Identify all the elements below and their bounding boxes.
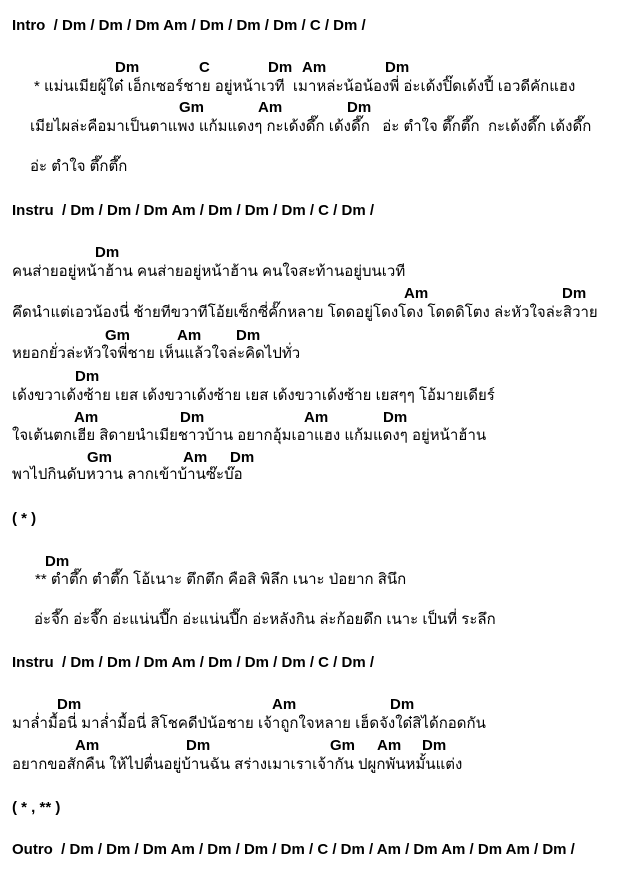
chord-label: Gm	[330, 737, 356, 754]
chord-label: Dm	[186, 737, 211, 754]
chord-label: Dm	[95, 244, 120, 261]
chord-row	[0, 244, 620, 262]
chord-row	[0, 59, 620, 77]
lyric-line: คึดนำแต่เอวน้องนี่ ช้ายทีขวาทีโอ้ยเซ็กซี่คั๊กหลาย โดดอยู่โดงโดง โดดดิโตง ล่ะหัวใจล่ะสิวาย	[12, 304, 598, 321]
chord-label: Dm	[45, 553, 70, 570]
lyric-line: เด้งขวาเด้งซ้าย เยส เด้งขวาเด้งซ้าย เยส เด้งขวาเด้งซ้าย เยสๆๆ โอ้มายเดียร์	[12, 387, 495, 404]
section-line	[12, 841, 575, 860]
chord-label: Dm	[385, 59, 410, 76]
lyric-line: คนส่ายอยู่หน้าฮ้าน คนส่ายอยู่หน้าฮ้าน คนใจสะท้านอยู่บนเวที	[12, 263, 406, 280]
chord-label: Dm	[230, 449, 255, 466]
lyric-line: อ่ะจึ๊ก อ่ะจึ๊ก อ่ะแน่นปึ๊ก อ่ะแน่นปึ๊ก อ่ะหลังกิน ล่ะก้อยดึก เนาะ เป็นที่ ระลึก	[34, 611, 496, 628]
chord-row	[0, 696, 620, 714]
chord-label: Am	[272, 696, 297, 713]
section-line	[12, 799, 60, 818]
chord-label: Dm	[180, 409, 205, 426]
chord-row	[0, 449, 620, 467]
chord-row	[0, 99, 620, 117]
chord-label: Am	[177, 327, 202, 344]
chord-label: Dm	[268, 59, 293, 76]
chord-label: Dm	[383, 409, 408, 426]
section-progression: / Dm / Dm / Dm Am / Dm / Dm / Dm / C / Dm / Am / Dm Am / Dm Am / Dm /	[52, 841, 575, 858]
section-label: Instru	[12, 654, 54, 671]
section-progression: / Dm / Dm / Dm Am / Dm / Dm / Dm / C / Dm /	[53, 202, 374, 219]
lyric-line: อยากขอสักคืน ให้ไปตื่นอยู่บ้านฉัน สร่างเมาเราเจ้ากัน ปผูกพันหมั้นแต่ง	[12, 756, 463, 773]
chord-label: Am	[304, 409, 329, 426]
chord-label: Am	[75, 737, 100, 754]
chord-row	[0, 409, 620, 427]
chord-label: Am	[183, 449, 208, 466]
chord-row	[0, 737, 620, 755]
chord-label: Am	[74, 409, 99, 426]
section-label: Intro	[12, 17, 46, 34]
chord-label: Gm	[87, 449, 113, 466]
chord-row	[0, 327, 620, 345]
chord-label: Gm	[105, 327, 131, 344]
section-line	[12, 510, 36, 529]
lyric-line: มาล่ำมื้อนี่ มาล่ำมื้อนี่ สิโชคดีป่น้อชาย เจ้าถูกใจหลาย เฮ็ดจังใด๋สิได้กอดกัน	[12, 715, 486, 732]
chord-row	[0, 285, 620, 303]
section-line	[12, 202, 374, 221]
section-progression: / Dm / Dm / Dm Am / Dm / Dm / Dm / C / Dm /	[45, 17, 366, 34]
section-label: Outro	[12, 841, 53, 858]
lyric-line: หยอกยั่วล่ะหัวใจพี่ชาย เห็นแล้วใจล่ะคิดไปทั่ว	[12, 345, 301, 362]
chord-label: Dm	[422, 737, 447, 754]
chord-label: Dm	[57, 696, 82, 713]
lyric-line: * แม่นเมียผู้ใด๋ เอ็กเซอร์ชาย อยู่หน้าเวที เมาหล่ะน้อน้องพี่ อ่ะเด้งปิ๊ดเด้งปี้ เอวดีคักแฮง	[34, 78, 576, 95]
section-line	[12, 654, 374, 673]
chord-label: Dm	[347, 99, 372, 116]
lyric-line: เมียไผล่ะคือมาเป็นตาแพง แก้มแดงๆ กะเด้งดึ๊ก เด้งดึ๊ก อ่ะ ตำใจ ตึ๊กตึ๊ก กะเด้งดึ๊ก เด้งดึ๊ก	[30, 118, 592, 135]
chord-label: Dm	[562, 285, 587, 302]
section-line	[12, 17, 366, 36]
chord-label: Dm	[390, 696, 415, 713]
chord-label: Dm	[236, 327, 261, 344]
chord-label: Gm	[179, 99, 205, 116]
chord-row	[0, 553, 620, 571]
chord-label: Am	[258, 99, 283, 116]
lyric-line: พาไปกินดับหวาน ลากเข้าบ้านซ๊ะบ๊อ	[12, 466, 243, 483]
lyric-line: อ่ะ ตำใจ ตึ๊กตึ๊ก	[30, 158, 128, 175]
lyric-line: ใจเต้นตกเฮีย สิดายนำเมียชาวบ้าน อยากอุ้มเอาแฮง แก้มแดงๆ อยู่หน้าฮ้าน	[12, 427, 487, 444]
section-progression: / Dm / Dm / Dm Am / Dm / Dm / Dm / C / Dm /	[53, 654, 374, 671]
chord-label: Dm	[115, 59, 140, 76]
chord-label: C	[199, 59, 210, 76]
lyric-line: ** ตำตึ๊ก ตำตึ๊ก โอ้เนาะ ตึกตึก คือสิ พิลึก เนาะ ป่อยาก สินึก	[35, 571, 407, 588]
section-label: ( * )	[12, 510, 37, 527]
chord-label: Am	[404, 285, 429, 302]
section-label: Instru	[12, 202, 54, 219]
chord-label: Dm	[75, 368, 100, 385]
section-label: ( * , ** )	[12, 799, 61, 816]
chord-row	[0, 368, 620, 386]
chord-label: Am	[302, 59, 327, 76]
chord-label: Am	[377, 737, 402, 754]
